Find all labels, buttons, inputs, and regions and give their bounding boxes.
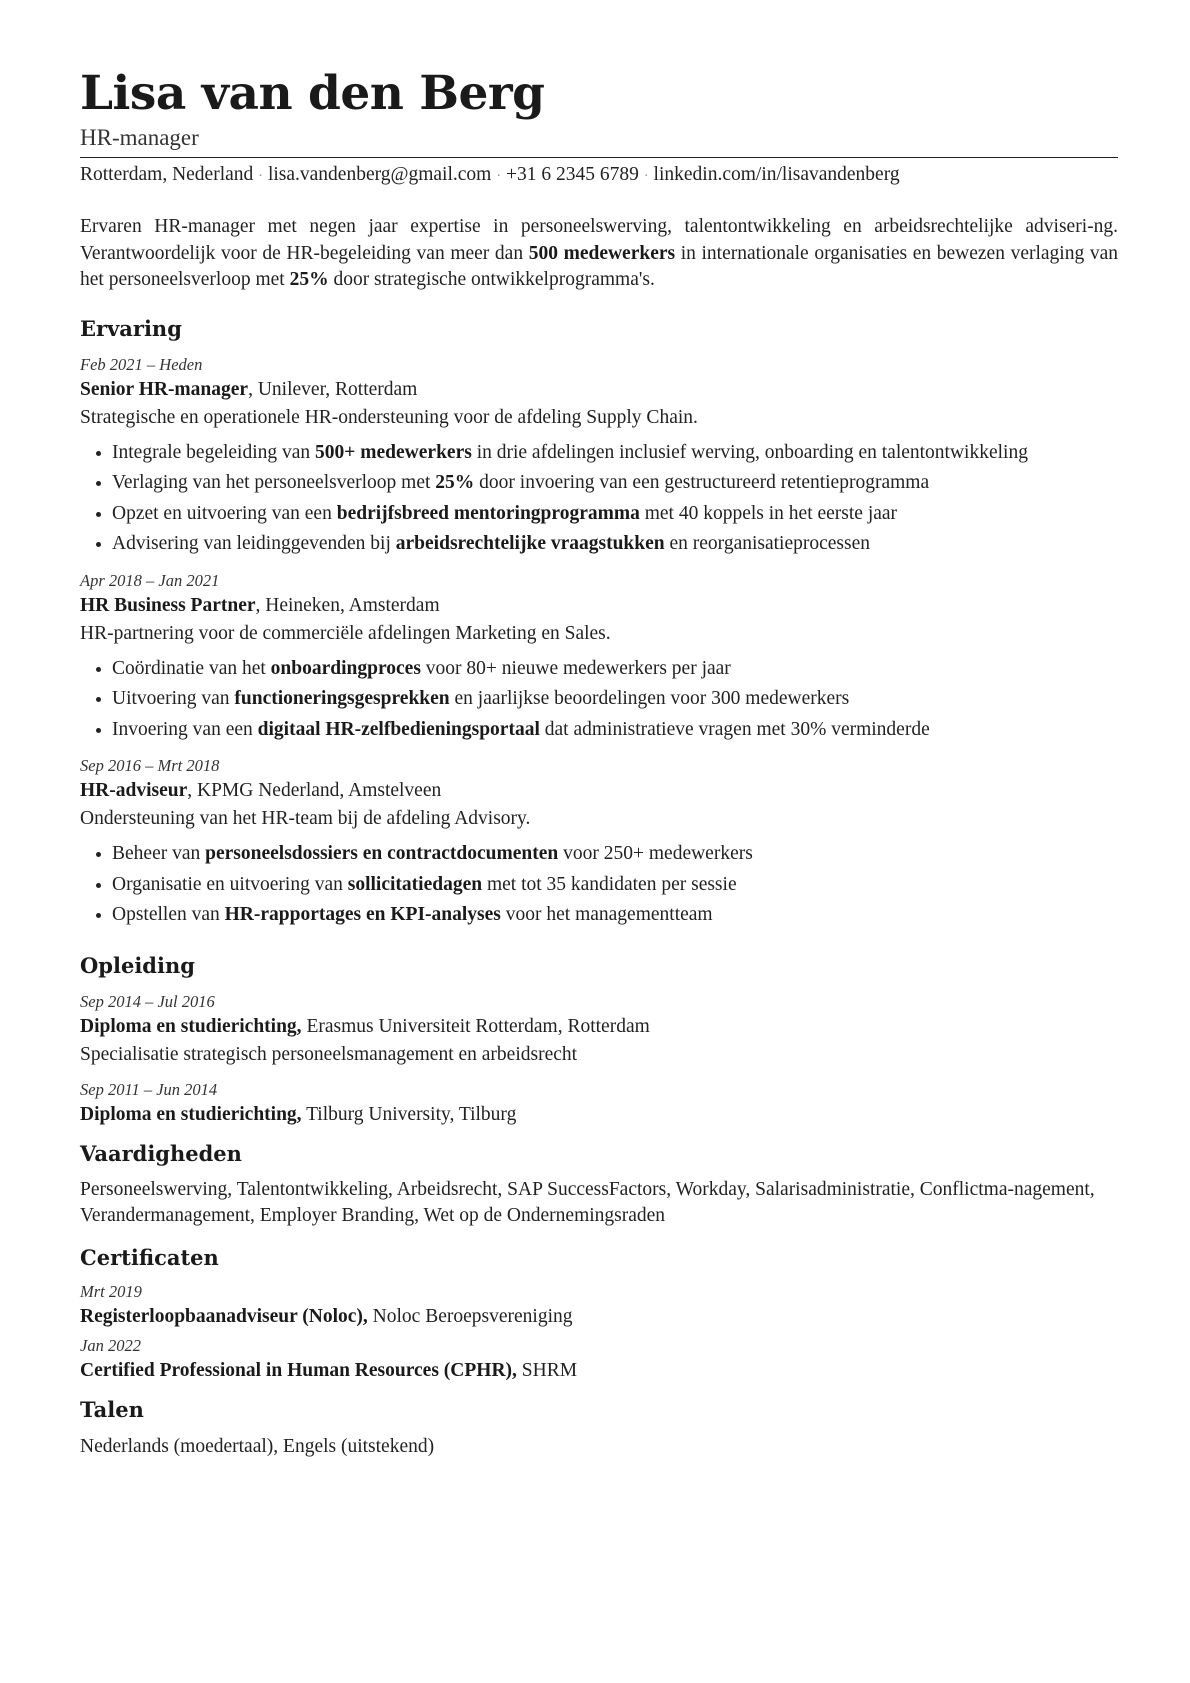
bullet-item [112, 438, 1118, 469]
linkedin-link[interactable]: linkedin.com/in/lisavandenberg [653, 164, 900, 185]
contact-line [80, 162, 900, 190]
job-bullets [80, 654, 1118, 746]
summary-paragraph [80, 214, 1118, 294]
job-title-line [80, 376, 1118, 404]
certificates-section [80, 1245, 1118, 1385]
education-entry [80, 991, 1118, 1069]
experience-section [80, 316, 1118, 931]
bullet-text: en jaarlijkse beoordelingen voor 300 medewerkers [449, 688, 850, 709]
bullet-text: Verlaging van het personeelsverloop met [112, 472, 436, 493]
certificate-date: Mrt 2019 [80, 1281, 142, 1301]
bullet-text: Organisatie en uitvoering van [112, 873, 348, 895]
education-date: Sep 2011 – Jun 2014 [80, 1079, 218, 1099]
bullet-text: Advisering van leidinggevenden bij [112, 533, 396, 554]
bullet-text: met tot 35 kandidaten per sessie [482, 873, 737, 895]
bullet-item [112, 654, 1118, 685]
certificate-issuer: Noloc Beroepsvereniging [367, 1305, 573, 1327]
school: Tilburg University, Tilburg [301, 1103, 517, 1125]
location: Rotterdam, Nederland [80, 164, 254, 185]
job-title: Senior HR-manager [80, 378, 249, 400]
candidate-role: HR-manager [80, 125, 199, 150]
job-date: Feb 2021 – Heden [80, 354, 203, 374]
summary-text: door strategische ontwikkelprogramma's. [328, 269, 655, 290]
job-date: Apr 2018 – Jan 2021 [80, 570, 220, 590]
separator-dot: · [643, 169, 649, 184]
education-section [80, 953, 1118, 1129]
job-entry [80, 570, 1118, 746]
bullet-text: Coördinatie van het [112, 657, 271, 679]
bullet-highlight: sollicitatiedagen [347, 873, 483, 895]
job-title: HR Business Partner [80, 594, 256, 616]
certificate-entry [80, 1281, 1118, 1331]
certificate-entry [80, 1335, 1118, 1385]
bullet-item [112, 684, 1118, 715]
bullet-highlight: HR-rapportages en KPI-analyses [224, 904, 501, 925]
job-bullets [80, 839, 1118, 931]
bullet-text: en reorganisatieprocessen [664, 533, 871, 554]
job-org: , Heineken, Amsterdam [255, 594, 440, 616]
separator-dot: · [258, 169, 263, 184]
certificate-line [80, 1357, 1118, 1385]
job-date: Sep 2016 – Mrt 2018 [80, 756, 220, 775]
education-date: Sep 2014 – Jul 2016 [80, 991, 215, 1011]
section-heading: Talen [80, 1396, 144, 1422]
bullet-text: door invoering van een gestructureerd retentieprogramma [474, 472, 930, 493]
bullet-text: dat administratieve vragen met 30% verminderde [539, 718, 930, 740]
job-org: , Unilever, Rotterdam [248, 378, 418, 400]
bullet-text: Beheer van [112, 843, 206, 864]
separator-dot: · [496, 169, 501, 184]
section-heading: Opleiding [80, 952, 195, 978]
bullet-highlight: bedrijfsbreed mentoringprogramma [336, 502, 640, 524]
education-title-line [80, 1101, 1118, 1129]
bullet-text: voor het managementteam [500, 904, 713, 925]
skills-list: Personeelswerving, Talentontwikkeling, Arbeidsrecht, SAP SuccessFactors, Workday, Salarisadministratie, Conflictma-nagement, Verandermanagement, Employer Branding, Wet op de Ondernemingsraden [80, 1178, 1095, 1226]
job-description: HR-partnering voor de commerciële afdelingen Marketing en Sales. [80, 622, 611, 644]
job-description: Ondersteuning van het HR-team bij de afdeling Advisory. [80, 808, 531, 829]
summary-text: in internationale organisaties en bewezen verlaging van het personeelsverloop met [80, 242, 1118, 290]
bullet-text: voor 80+ nieuwe medewerkers per jaar [420, 657, 731, 679]
phone-number[interactable]: +31 6 2345 6789 [506, 164, 639, 185]
bullet-item [112, 900, 1118, 931]
bullet-highlight: 25% [435, 472, 475, 493]
certificate-date: Jan 2022 [80, 1335, 141, 1355]
bullet-item [112, 529, 1118, 560]
section-heading: Ervaring [80, 315, 182, 341]
bullet-text: Uitvoering van [112, 688, 235, 709]
education-title-line [80, 1013, 1118, 1041]
summary-text: Ervaren HR-manager met negen jaar expertise in personeelswerving, talentontwikkeling en arbeidsrechtelijke adviseri-ng. Verantwoordelijk voor de HR-begeleiding van meer dan [80, 216, 1118, 264]
summary-highlight: 500 medewerkers [528, 242, 676, 264]
bullet-item [112, 468, 1118, 499]
bullet-item [112, 715, 1118, 746]
bullet-item [112, 499, 1118, 530]
bullet-highlight: digitaal HR-zelfbedieningsportaal [257, 718, 540, 740]
education-note: Specialisatie strategisch personeelsmanagement en arbeidsrecht [80, 1043, 578, 1065]
bullet-text: Opzet en uitvoering van een [112, 502, 337, 524]
job-entry [80, 354, 1118, 560]
resume-content [80, 214, 1118, 1461]
job-entry [80, 755, 1118, 931]
bullet-text: Opstellen van [112, 904, 225, 925]
bullet-text: Invoering van een [112, 718, 258, 740]
bullet-item [112, 839, 1118, 870]
bullet-text: Integrale begeleiding van [112, 441, 316, 463]
bullet-item [112, 870, 1118, 901]
summary-highlight: 25% [289, 269, 329, 290]
job-bullets [80, 438, 1118, 560]
bullet-highlight: personeelsdossiers en contractdocumenten [205, 843, 559, 864]
bullet-text: in drie afdelingen inclusief werving, onboarding en talentontwikkeling [471, 441, 1028, 463]
bullet-highlight: functioneringsgesprekken [234, 688, 450, 709]
degree: Diploma en studierichting, [80, 1015, 302, 1037]
certificate-name: Certified Professional in Human Resources (CPHR), [80, 1359, 517, 1381]
header-divider [80, 157, 1118, 158]
certificate-issuer: SHRM [516, 1359, 578, 1381]
certificate-line [80, 1303, 1118, 1331]
job-description: Strategische en operationele HR-ondersteuning voor de afdeling Supply Chain. [80, 406, 698, 428]
bullet-highlight: onboardingproces [270, 657, 421, 679]
languages-list: Nederlands (moedertaal), Engels (uitstekend) [80, 1435, 435, 1457]
job-title-line [80, 777, 1118, 805]
skills-section [80, 1141, 1118, 1229]
bullet-text: voor 250+ medewerkers [558, 843, 753, 864]
education-entry [80, 1079, 1118, 1129]
bullet-text: met 40 koppels in het eerste jaar [639, 502, 898, 524]
degree: Diploma en studierichting, [80, 1103, 302, 1125]
candidate-name: Lisa van den Berg [80, 66, 545, 121]
bullet-highlight: arbeidsrechtelijke vraagstukken [395, 533, 665, 554]
certificate-name: Registerloopbaanadviseur (Noloc), [80, 1305, 368, 1327]
school: Erasmus Universiteit Rotterdam, Rotterdam [301, 1015, 650, 1037]
job-org: , KPMG Nederland, Amstelveen [187, 780, 442, 801]
section-heading: Vaardigheden [80, 1140, 242, 1166]
email-link[interactable]: lisa.vandenberg@gmail.com [267, 164, 492, 185]
section-heading: Certificaten [80, 1244, 219, 1270]
languages-section [80, 1397, 1118, 1461]
job-title-line [80, 592, 1118, 620]
job-title: HR-adviseur [80, 780, 188, 801]
bullet-highlight: 500+ medewerkers [315, 441, 472, 463]
